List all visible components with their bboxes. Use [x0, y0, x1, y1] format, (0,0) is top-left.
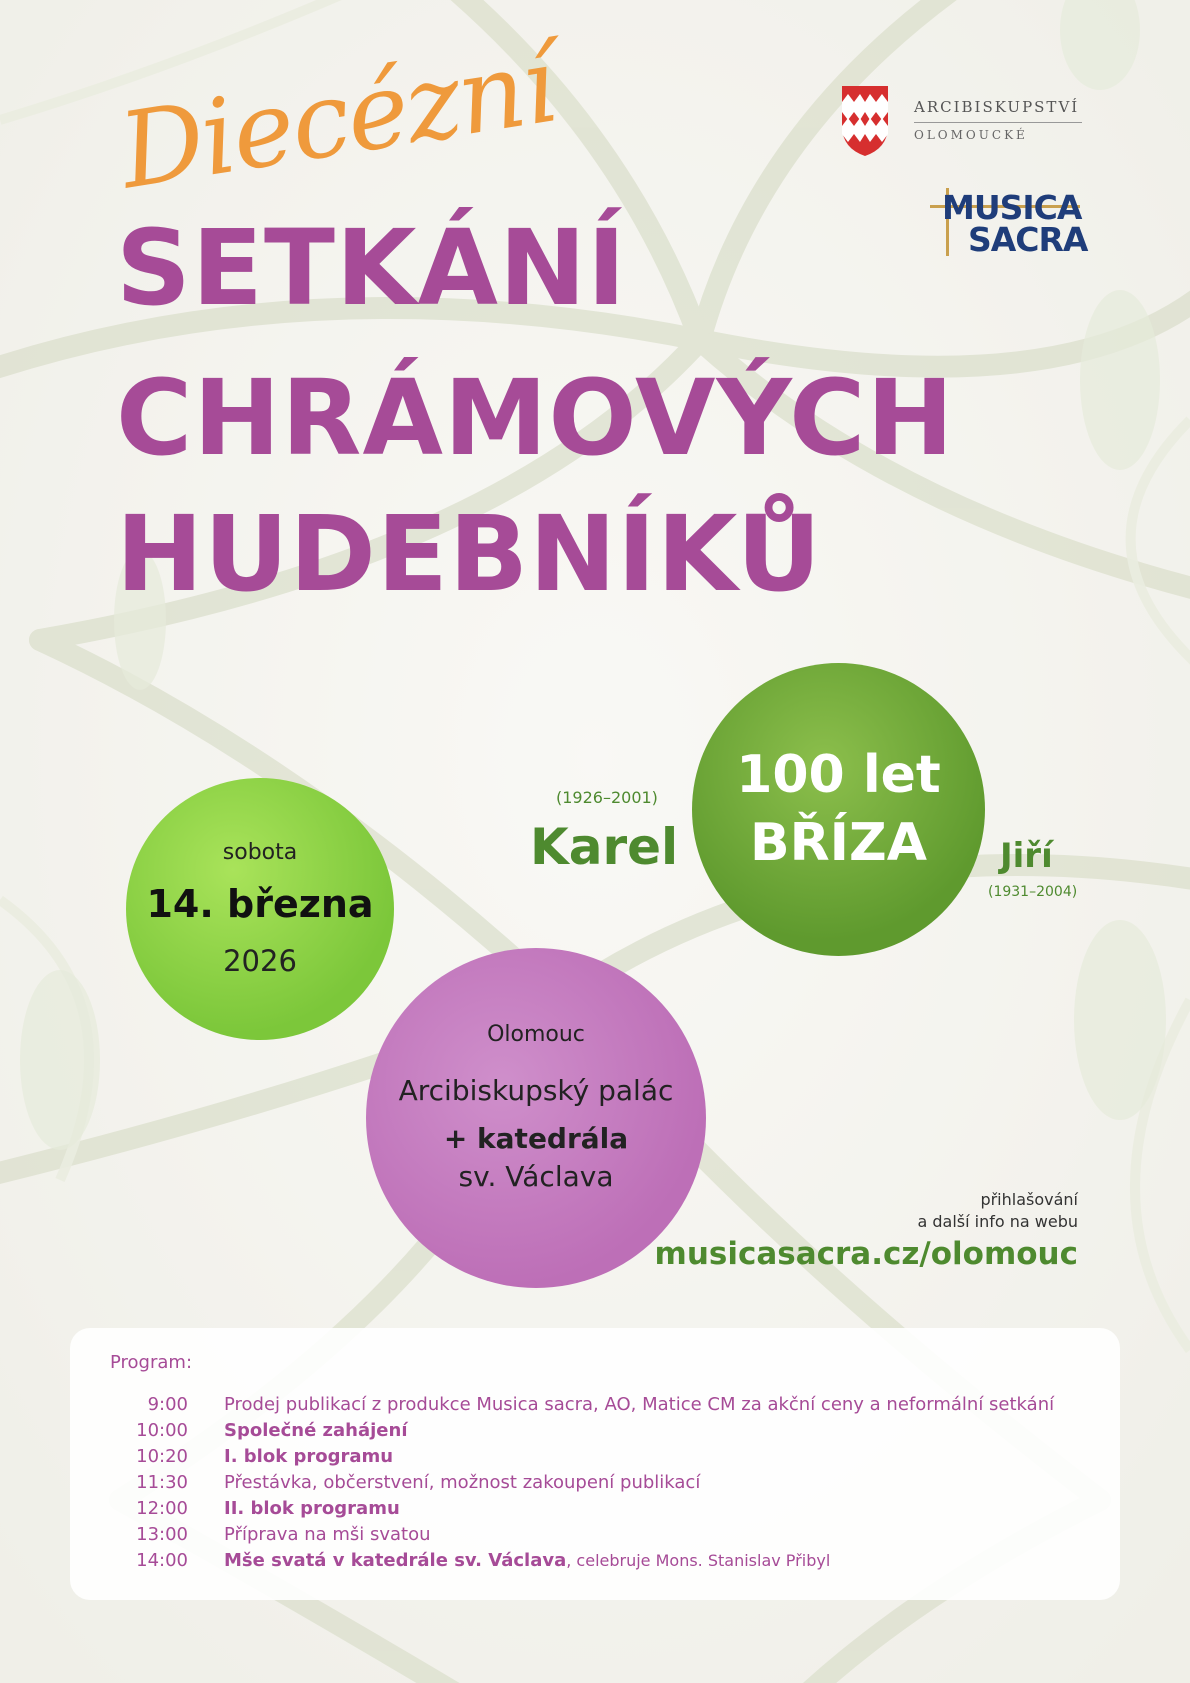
- title-line-2: CHRÁMOVÝCH: [116, 357, 955, 479]
- karel-name: Karel: [530, 818, 679, 876]
- program-row: [70, 1498, 1120, 1524]
- script-title: Diecézní: [112, 23, 563, 213]
- venue-place: Arcibiskupský palác: [398, 1074, 674, 1107]
- program-row: [70, 1472, 1120, 1498]
- date-day-month: 14. března: [146, 882, 374, 926]
- program-desc: Mše svatá v katedrále sv. Václava: [224, 1550, 567, 1571]
- program-time: 9:00: [147, 1394, 188, 1415]
- title-line-1: SETKÁNÍ: [116, 207, 627, 329]
- program-desc: II. blok programu: [224, 1498, 400, 1519]
- program-desc: Příprava na mši svatou: [224, 1524, 431, 1545]
- anniversary-line2: BŘÍZA: [750, 813, 927, 873]
- archdiocese-name-line2: OLOMOUCKÉ: [914, 128, 1028, 142]
- date-circle: [126, 778, 394, 1040]
- venue-saint: sv. Václava: [458, 1160, 614, 1193]
- jiri-years: (1931–2004): [988, 884, 1078, 900]
- program-desc: Přestávka, občerstvení, možnost zakoupení publikací: [224, 1472, 701, 1493]
- musica-sacra-logo: [916, 188, 1086, 258]
- musica-sacra-line1: MUSICA: [942, 188, 1082, 227]
- program-row: [70, 1394, 1120, 1420]
- program-row: [70, 1524, 1120, 1550]
- anniversary-circle: [692, 663, 985, 956]
- venue-plus: + katedrála: [443, 1122, 629, 1155]
- program-label: Program:: [110, 1352, 193, 1373]
- registration-url[interactable]: musicasacra.cz/olomouc: [654, 1236, 1078, 1272]
- archdiocese-name-line1: ARCIBISKUPSTVÍ: [914, 98, 1080, 116]
- title-line-3: HUDEBNÍKŮ: [116, 493, 823, 615]
- program-desc: I. blok programu: [224, 1446, 394, 1467]
- date-weekday: sobota: [222, 840, 298, 865]
- anniversary-line1: 100 let: [736, 745, 941, 805]
- program-time: 11:30: [136, 1472, 188, 1493]
- karel-years: (1926–2001): [556, 788, 658, 807]
- registration-line1: přihlašování: [980, 1190, 1078, 1209]
- program-note: , celebruje Mons. Stanislav Přibyl: [566, 1551, 831, 1570]
- program-desc: Prodej publikací z produkce Musica sacra, AO, Matice CM za akční ceny a neformální setkání: [224, 1394, 1055, 1415]
- shield-icon: [842, 86, 888, 156]
- jiri-name: Jiří: [1000, 836, 1053, 876]
- archdiocese-logo: [842, 86, 1082, 156]
- program-time: 12:00: [136, 1498, 188, 1519]
- program-row: [70, 1446, 1120, 1472]
- program-row: [70, 1550, 1120, 1576]
- program-row: [70, 1420, 1120, 1446]
- musica-sacra-line2: SACRA: [968, 220, 1088, 259]
- program-time: 10:00: [136, 1420, 188, 1441]
- program-time: 14:00: [136, 1550, 188, 1571]
- venue-city: Olomouc: [487, 1022, 585, 1047]
- archdiocese-divider: [914, 122, 1082, 123]
- program-box: [70, 1328, 1120, 1600]
- registration-line2: a další info na webu: [917, 1212, 1078, 1231]
- date-year: 2026: [223, 944, 297, 978]
- program-desc: Společné zahájení: [224, 1420, 408, 1441]
- program-desc-wrap: [224, 1550, 830, 1571]
- program-time: 13:00: [136, 1524, 188, 1545]
- program-time: 10:20: [136, 1446, 188, 1467]
